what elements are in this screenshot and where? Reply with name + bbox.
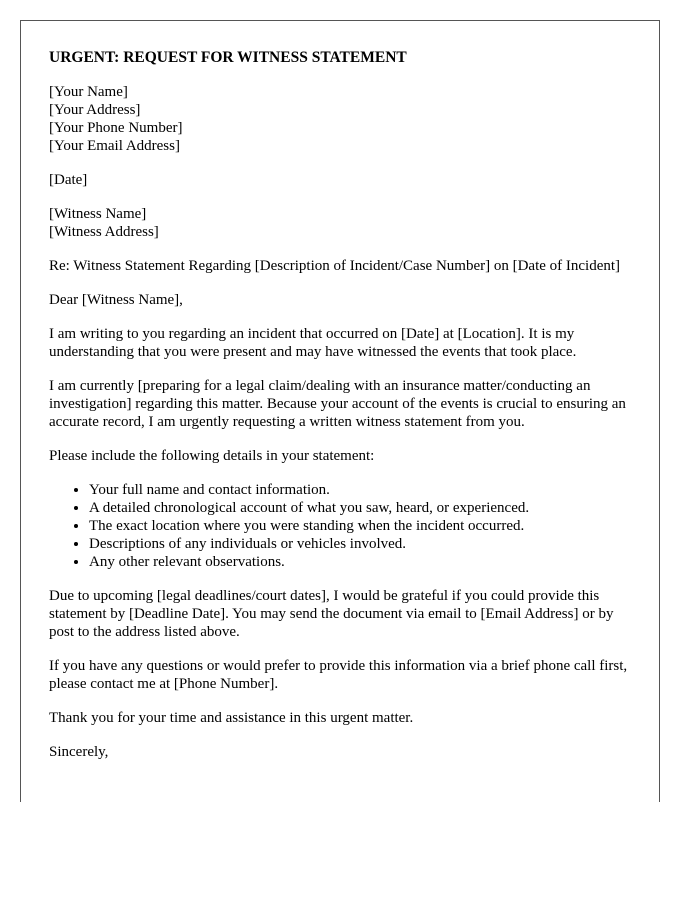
list-item: • The exact location where you were standing when the incident occurred.: [89, 517, 631, 535]
sender-block: [49, 83, 631, 155]
closing-paragraph: Due to upcoming [legal deadlines/court dates], I would be grateful if you could provide this statement by [Deadline Date]. You may send the document via email to [Email Address] or by post to the address listed above.: [49, 588, 614, 640]
body-paragraph: I am writing to you regarding an incident that occurred on [Date] at [Location]. It is my understanding that you were present and may have witnessed the events that took place.: [49, 326, 577, 360]
sender-name: [Your Name]: [49, 84, 128, 100]
recipient-address: [Witness Address]: [49, 224, 159, 240]
letter-page: [20, 20, 660, 802]
sender-phone: [Your Phone Number]: [49, 120, 183, 136]
list-item: • Any other relevant observations.: [89, 553, 631, 571]
list-item: • A detailed chronological account of what you saw, heard, or experienced.: [89, 499, 631, 517]
closing-paragraph: If you have any questions or would prefer to provide this information via a brief phone call first, please contact me at [Phone Number].: [49, 658, 628, 692]
subject-line: Re: Witness Statement Regarding [Description of Incident/Case Number] on [Date of Incident]: [49, 258, 621, 274]
list-item: • Your full name and contact information.: [89, 481, 631, 499]
signoff: Sincerely,: [49, 744, 109, 760]
sender-email: [Your Email Address]: [49, 138, 180, 154]
closing-paragraph: Thank you for your time and assistance in this urgent matter.: [49, 710, 414, 726]
sender-address: [Your Address]: [49, 102, 141, 118]
details-list: [49, 481, 631, 571]
letter-title: URGENT: REQUEST FOR WITNESS STATEMENT: [49, 49, 407, 66]
recipient-block: [49, 205, 631, 241]
salutation: Dear [Witness Name],: [49, 292, 183, 308]
letter-date: [Date]: [49, 172, 88, 188]
recipient-name: [Witness Name]: [49, 206, 147, 222]
body-paragraph: Please include the following details in your statement:: [49, 448, 375, 464]
body-paragraph: I am currently [preparing for a legal claim/dealing with an insurance matter/conducting an investigation] regarding this matter. Because your account of the events is crucial to ensuring an accurate record, I am urgently requesting a written witness statement from you.: [49, 378, 626, 430]
list-item: • Descriptions of any individuals or vehicles involved.: [89, 535, 631, 553]
